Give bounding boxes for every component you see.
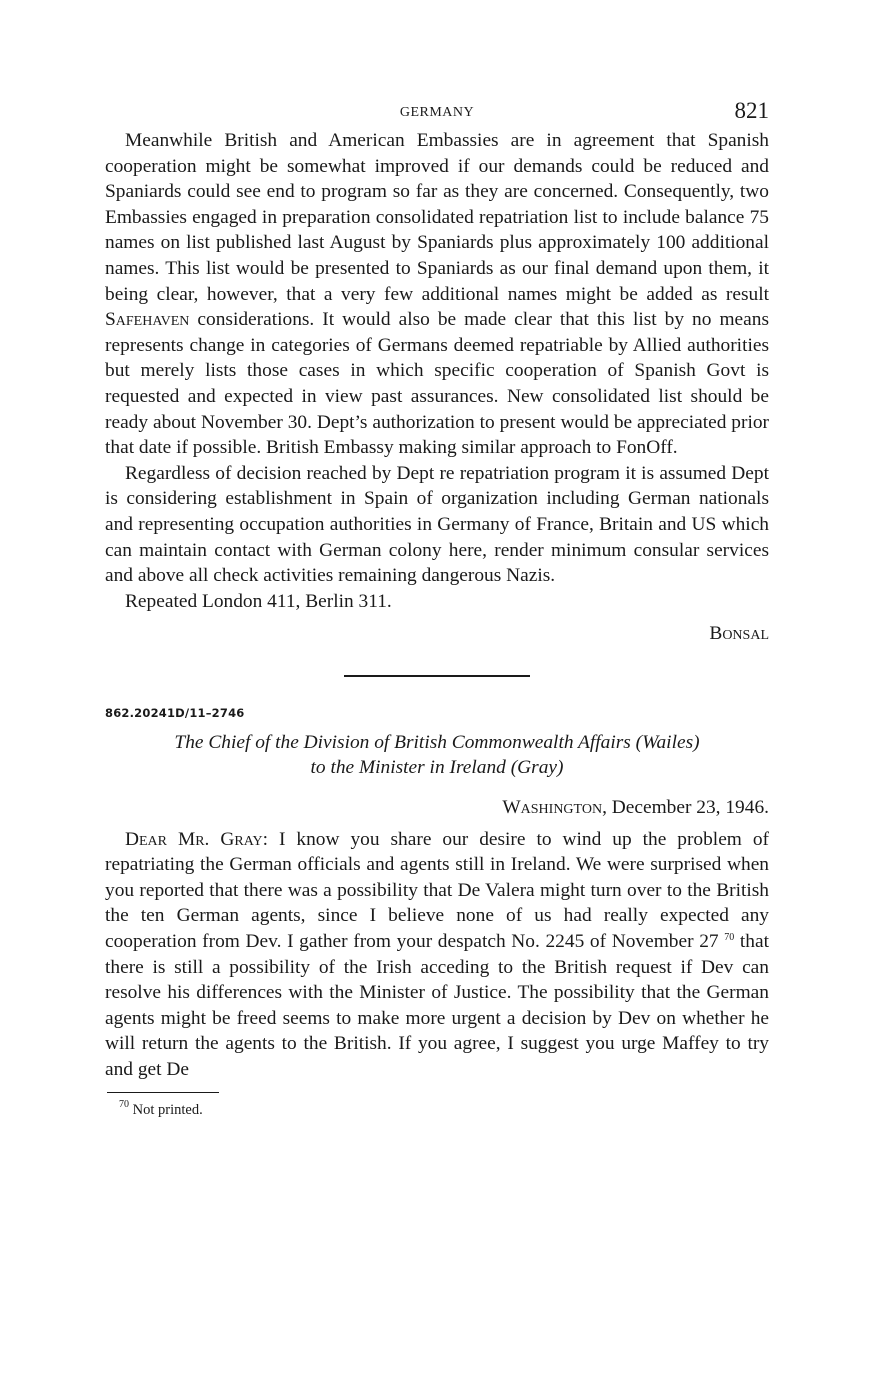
signature: Bonsal [709,623,769,645]
dateline [105,795,769,821]
telegram-paragraph-1: Meanwhile British and American Embassies are in agreement that Spanish cooperation might be somewhat improved if our demands could be reduced and Spaniards could see end to program so far as they are concerned. Consequently, two Embassies engaged in preparation consolidated repatriation list to include balance 75 names on list published last August by Spaniards plus approximately 100 additional names. This list would be presented to Spaniards as our final demand upon them, it being clear, however, that a very few additional names might be added as result Safehaven considerations. It would also be made clear that this list by no means represents change in categories of Germans deemed repatriable by Allied authorities but merely lists those cases in which specific cooperation of Spanish Govt is requested and expected in view past assurances. New consolidated list should be ready about November 30. Dept’s authorization to present would be appreciated prior that date if possible. British Embassy making similar approach to FonOff. [105,130,769,459]
dateline-date: , December 23, 1946. [602,797,769,819]
page-number: 821 [734,98,769,123]
heading-line-1: The Chief of the Division of British Commonwealth Affairs (Wailes) [174,731,700,753]
heading-line-2: to the Minister in Ireland (Gray) [310,757,564,779]
file-number: 862.20241D/11–2746 [105,705,245,720]
telegram-paragraph-3: Repeated London 411, Berlin 311. [125,590,392,612]
footnote-marker: 70 [119,1099,129,1111]
footnote-text: Not printed. [129,1102,203,1119]
letter-body [105,827,769,1083]
telegram-paragraph-2: Regardless of decision reached by Dept re repatriation program it is assumed Dept is considering establishment in Spain of organization including German nationals and representing occupation authorities in Germany of France, Britain and US which can maintain contact with German colony here, render minimum consular services and above all check activities remaining dangerous Nazis. [105,462,769,587]
safehaven-term: Safehaven [105,309,190,331]
page-header [105,98,769,128]
dateline-place: Washington [502,797,603,819]
document-heading [105,730,769,781]
page-content [105,98,769,1119]
footnote-reference: 70 [724,932,735,944]
running-title: GERMANY [399,105,475,120]
telegram-body [105,128,769,614]
footnote [119,1099,769,1119]
footnote-rule [107,1092,219,1094]
salutation: Dear Mr. Gray [125,828,263,850]
letter-paragraph: Dear Mr. Gray: I know you share our desire to wind up the problem of repatriating the German officials and agents still in Ireland. We were surprised when you reported that there was a possibility that De Valera might turn over to the British the ten German agents, since I believe none of us had really expected any cooperation from Dev. I gather from your despatch No. 2245 of November 27 $^{70}$ that there is still a possibility of the Irish acceding to the British request if Dev can resolve his differences with the Minister of Justice. The possibility that the German agents might be freed seems to make more urgent a decision by Dev on whether he will return the agents to the British. If you agree, I suggest you urge Maffey to try and get De [105,828,769,1080]
section-divider [344,675,530,677]
